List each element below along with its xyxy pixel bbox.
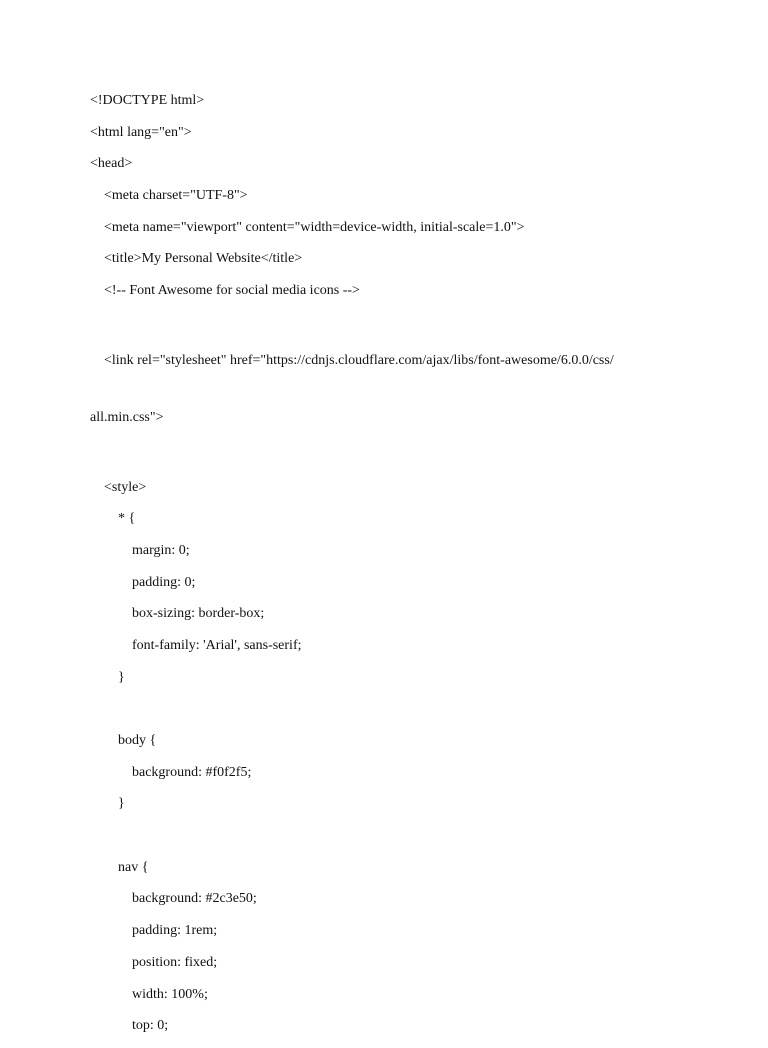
code-line-continuation: all.min.css"> <box>90 409 164 425</box>
code-line: background: #2c3e50; <box>132 891 257 907</box>
code-line: top: 0; <box>132 1018 169 1034</box>
code-line: font-family: 'Arial', sans-serif; <box>132 637 302 653</box>
code-line: <title>My Personal Website</title> <box>104 251 303 267</box>
code-line: box-sizing: border-box; <box>132 606 265 622</box>
code-line: body { <box>118 733 157 748</box>
code-line: <link rel="stylesheet" href="https://cdnjs.cloudflare.com/ajax/libs/font-awesome/6.0.0/css/ <box>104 352 614 368</box>
code-line: } <box>118 796 125 812</box>
code-line: position: fixed; <box>132 954 218 970</box>
code-line: <!DOCTYPE html> <box>90 93 205 108</box>
code-line: <!-- Font Awesome for social media icons --> <box>104 283 360 299</box>
code-line: * { <box>118 511 136 527</box>
blank-line <box>90 826 620 845</box>
code-line: background: #f0f2f5; <box>132 764 252 780</box>
code-line: width: 100%; <box>132 986 208 1002</box>
code-line: <meta charset="UTF-8"> <box>104 188 248 204</box>
blank-line <box>90 699 620 718</box>
code-line: <style> <box>104 479 147 495</box>
code-line-wrapped <box>90 313 620 465</box>
code-line: margin: 0; <box>132 542 190 558</box>
code-line: <html lang="en"> <box>90 124 192 140</box>
code-line: <head> <box>90 156 133 172</box>
code-line: } <box>118 669 125 685</box>
code-line: <meta name="viewport" content="width=device-width, initial-scale=1.0"> <box>104 219 525 235</box>
code-line: padding: 0; <box>132 574 196 590</box>
code-line: nav { <box>118 859 149 875</box>
code-listing <box>90 91 620 1048</box>
code-line: padding: 1rem; <box>132 923 218 939</box>
